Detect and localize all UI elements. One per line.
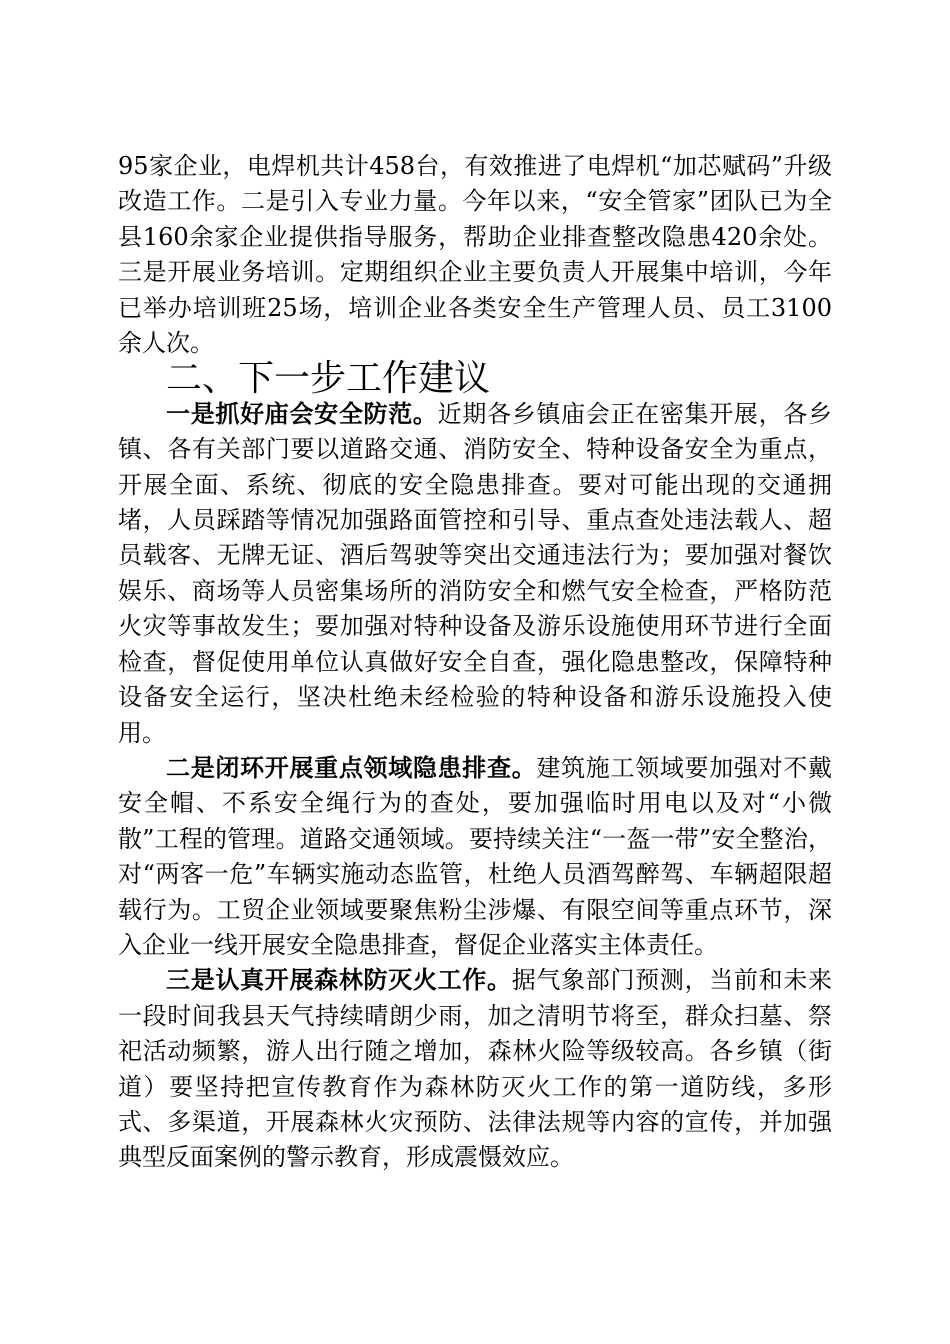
paragraph-text: 95家企业，电焊机共计458台，有效推进了电焊机“加芯赋码”升级改造工作。二是引入专业力量。今年以来，“安全管家”团队已为全县160余家企业提供指导服务，帮助企业排查整改隐患420余处。三是开展业务培训。定期组织企业主要负责人开展集中培训，今年已举办培训班25场，培训企业各类安全生产管理人员、员工3100余人次。 <box>118 152 832 358</box>
suggestion-paragraph-1 <box>118 397 832 751</box>
suggestion-paragraph-3 <box>118 963 832 1175</box>
suggestion-lead: 三是认真开展森林防灭火工作。 <box>166 966 512 995</box>
suggestion-text: 近期各乡镇庙会正在密集开展，各乡镇、各有关部门要以道路交通、消防安全、特种设备安全为重点，开展全面、系统、彻底的安全隐患排查。要对可能出现的交通拥堵，人员踩踏等情况加强路面管控和引导、重点查处违法载人、超员载客、无牌无证、酒后驾驶等突出交通违法行为；要加强对餐饮娱乐、商场等人员密集场所的消防安全和燃气安全检查，严格防范火灾等事故发生；要加强对特种设备及游乐设施使用环节进行全面检查，督促使用单位认真做好安全自查，强化隐患整改，保障特种设备安全运行，坚决杜绝未经检验的特种设备和游乐设施投入使用。 <box>118 399 833 747</box>
document-body <box>118 149 832 1176</box>
suggestion-text: 建筑施工领域要加强对不戴安全帽、不系安全绳行为的查处，要加强临时用电以及对“小微散”工程的管理。道路交通领域。要持续关注“一盔一带”安全整治，对“两客一危”车辆实施动态监管，杜绝人员酒驾醉驾、车辆超限超载行为。工贸企业领域要聚焦粉尘涉爆、有限空间等重点环节，深入企业一线开展安全隐患排查，督促企业落实主体责任。 <box>118 753 833 959</box>
section-heading: 二、下一步工作建议 <box>166 358 491 400</box>
paragraph-continued <box>118 149 832 361</box>
suggestion-text: 据气象部门预测，当前和未来一段时间我县天气持续晴朗少雨，加之清明节将至，群众扫墓、祭祀活动频繁，游人出行随之增加，森林火险等级较高。各乡镇（街道）要坚持把宣传教育作为森林防灭火工作的第一道防线，多形式、多渠道，开展森林火灾预防、法律法规等内容的宣传，并加强典型反面案例的警示教育，形成震慑效应。 <box>118 966 833 1172</box>
suggestion-lead: 一是抓好庙会安全防范。 <box>166 399 438 428</box>
suggestion-paragraph-2 <box>118 751 832 963</box>
suggestion-lead: 二是闭环开展重点领域隐患排查。 <box>166 753 537 782</box>
